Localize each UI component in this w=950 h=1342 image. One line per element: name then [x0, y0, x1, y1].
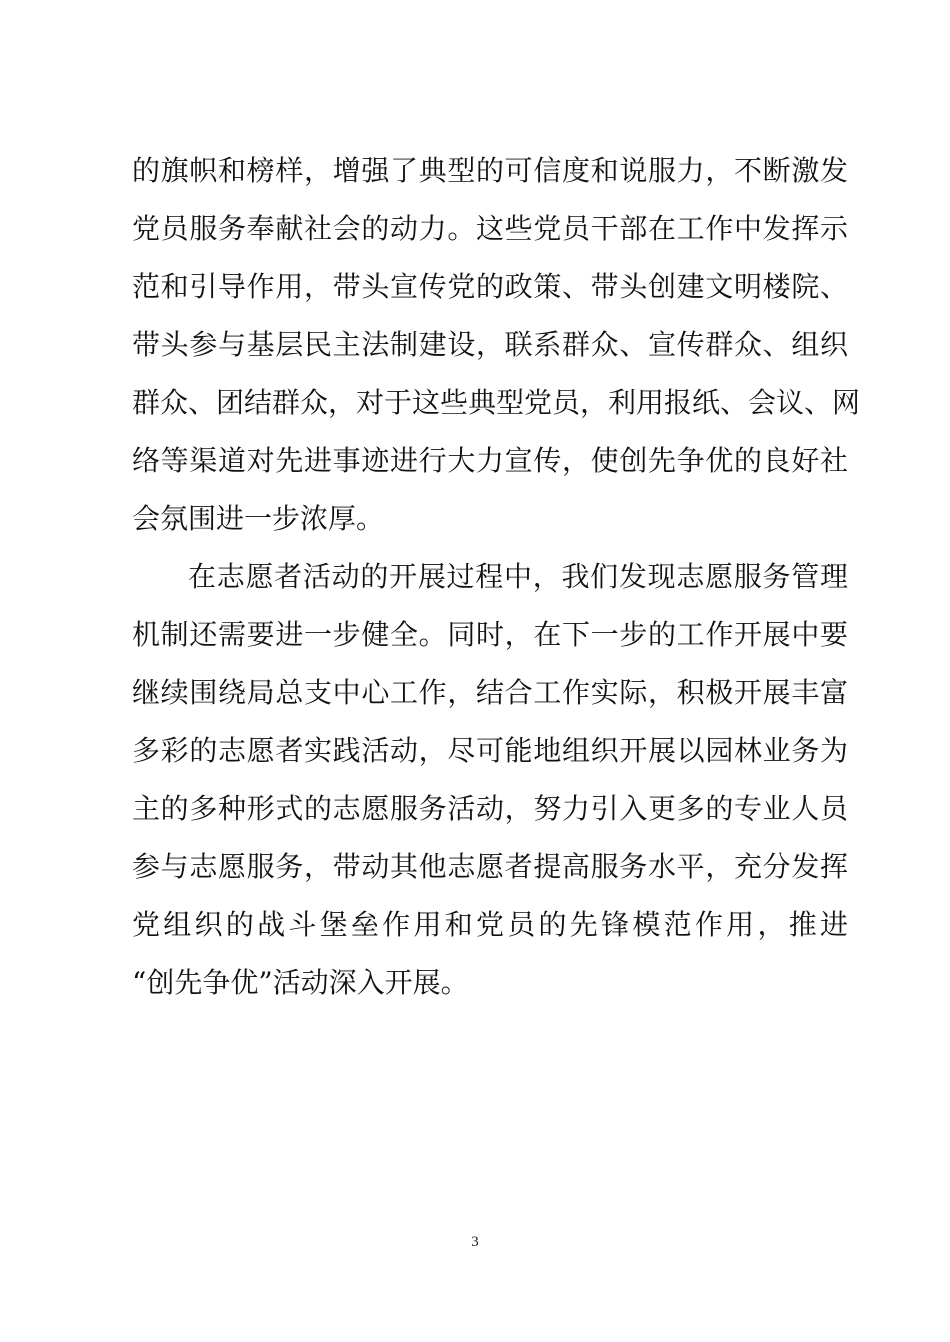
paragraph-line: 多彩的志愿者实践活动，尽可能地组织开展以园林业务为 [132, 734, 848, 767]
paragraph-line: 继续围绕局总支中心工作，结合工作实际，积极开展丰富 [132, 676, 848, 709]
paragraph-line: 带头参与基层民主法制建设，联系群众、宣传群众、组织 [132, 328, 848, 361]
paragraph-line: 主的多种形式的志愿服务活动，努力引入更多的专业人员 [132, 792, 848, 825]
paragraph-line: 群众、团结群众，对于这些典型党员，利用报纸、会议、网 [132, 386, 861, 419]
paragraph-line: 络等渠道对先进事迹进行大力宣传，使创先争优的良好社 [132, 444, 848, 477]
paragraph-line: 党员服务奉献社会的动力。这些党员干部在工作中发挥示 [132, 212, 848, 245]
paragraph-line: 的旗帜和榜样，增强了典型的可信度和说服力，不断激发 [132, 154, 848, 187]
paragraph-line: “创先争优”活动深入开展。 [132, 966, 469, 999]
paragraph-line: 会氛围进一步浓厚。 [132, 502, 385, 535]
paragraph-line: 范和引导作用，带头宣传党的政策、带头创建文明楼院、 [132, 270, 848, 303]
paragraph-line: 机制还需要进一步健全。同时，在下一步的工作开展中要 [132, 618, 848, 651]
paragraph-line: 参与志愿服务，带动其他志愿者提高服务水平，充分发挥 [132, 850, 848, 883]
page-number: 3 [471, 1234, 479, 1250]
paragraph-line: 党组织的战斗堡垒作用和党员的先锋模范作用，推进 [132, 908, 848, 941]
paragraph-line: 在志愿者活动的开展过程中，我们发现志愿服务管理 [188, 560, 848, 593]
